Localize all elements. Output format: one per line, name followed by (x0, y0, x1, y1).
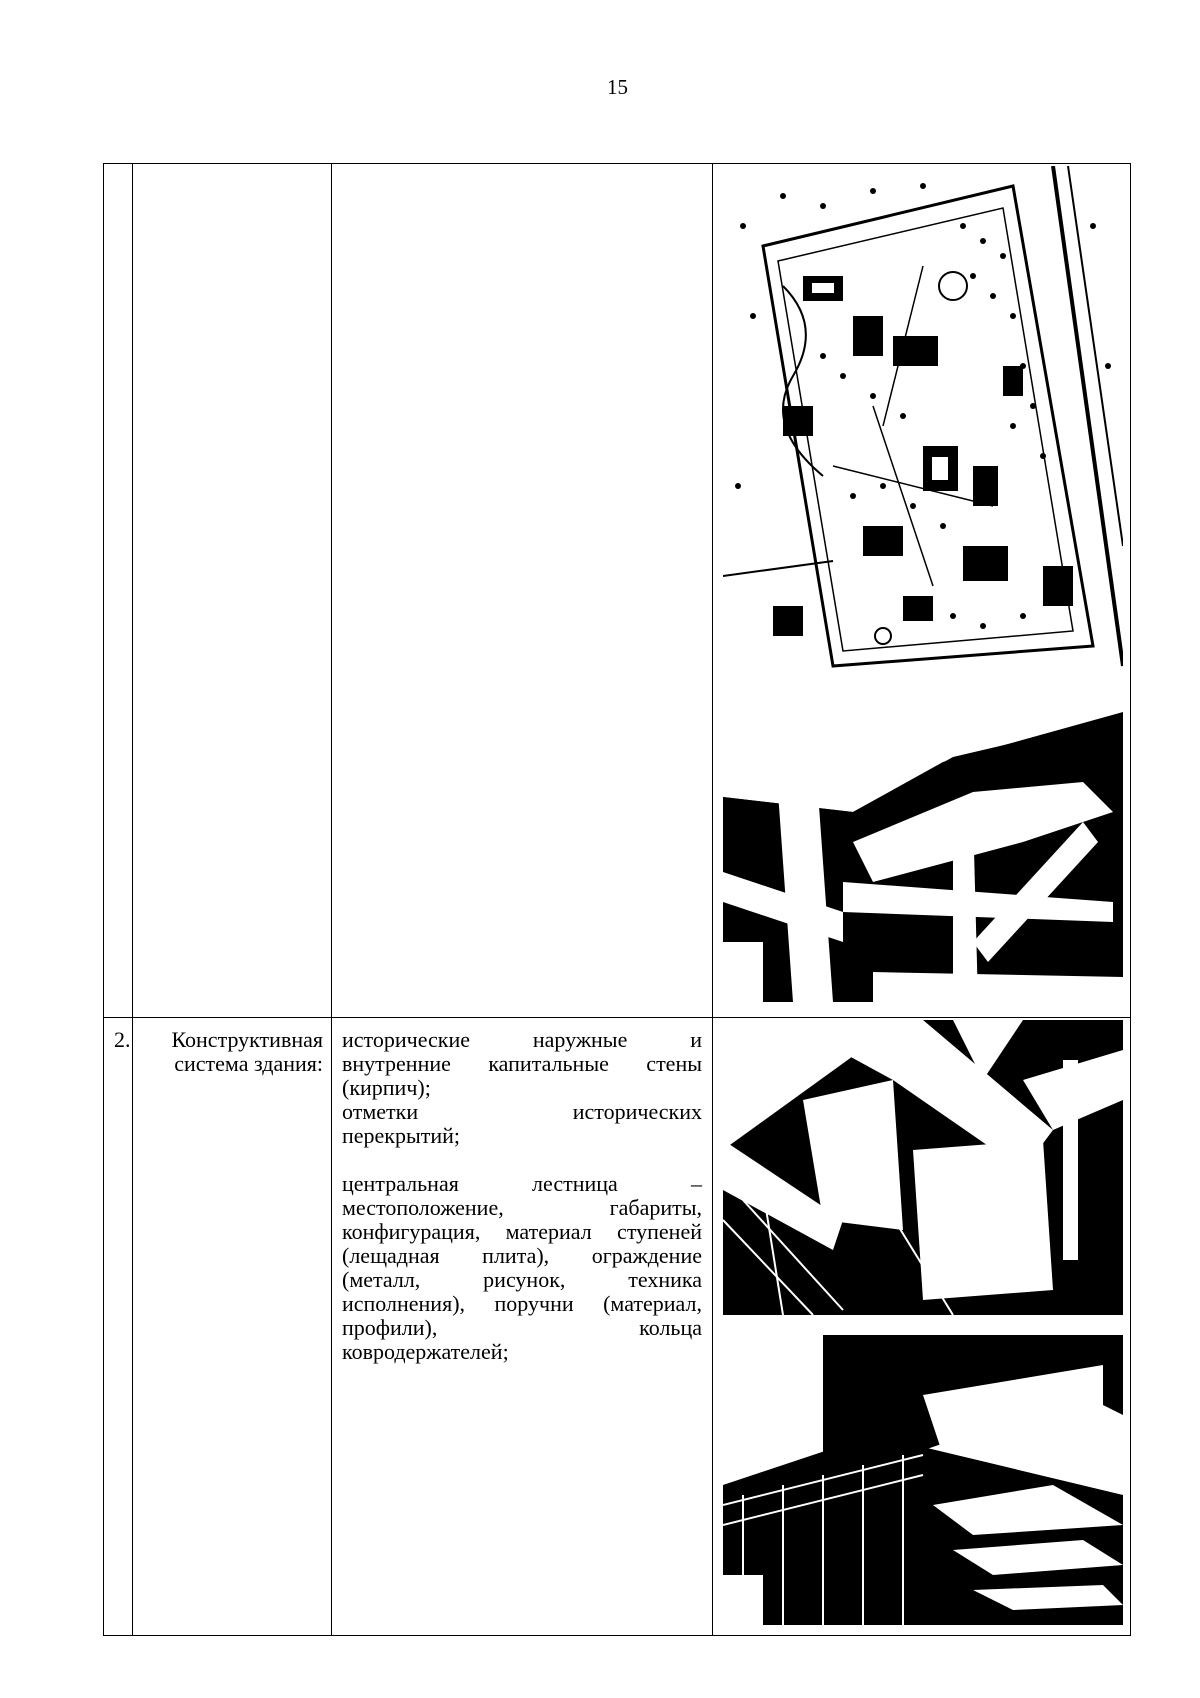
description-line: профили), кольца (342, 1315, 702, 1340)
cell-description-empty (332, 164, 713, 1018)
description-line: отметки исторических (342, 1099, 702, 1124)
description-line: внутренние капитальные стены (342, 1051, 702, 1076)
cell-description (332, 1018, 713, 1636)
roof-truss-photo-image (723, 702, 1123, 1002)
document-table (103, 163, 1131, 1636)
cell-name-empty (133, 164, 332, 1018)
description-gap (332, 1148, 712, 1172)
table-row-continuation (104, 164, 1131, 1018)
page-number: 15 (607, 75, 628, 99)
cell-number-empty (104, 164, 133, 1018)
description-line: (кирпич); (342, 1075, 431, 1100)
row-name-line: система здания: (174, 1051, 323, 1076)
cell-images-2 (713, 1018, 1131, 1636)
row-name-line: Конструктивная (171, 1027, 323, 1052)
description-line: центральная лестница – (342, 1171, 702, 1196)
description-line: (металл, рисунок, техника (342, 1267, 702, 1292)
cell-name (133, 1018, 332, 1636)
site-plan-map-image (723, 166, 1123, 676)
row-number: 2. (114, 1027, 131, 1052)
cell-number (104, 1018, 133, 1636)
staircase-photo-image (723, 1335, 1123, 1625)
description-line: перекрытий; (342, 1123, 461, 1148)
attic-structure-photo-image (723, 1020, 1123, 1315)
description-line: местоположение, габариты, (342, 1195, 702, 1220)
description-line: ковродержателей; (342, 1339, 509, 1364)
table-row-2 (104, 1018, 1131, 1636)
cell-images-1 (713, 164, 1131, 1018)
description-line: конфигурация, материал ступеней (342, 1219, 702, 1244)
description-line: (лещадная плита), ограждение (342, 1243, 702, 1268)
description-line: исторические наружные и (342, 1027, 702, 1052)
description-line: исполнения), поручни (материал, (342, 1291, 702, 1316)
